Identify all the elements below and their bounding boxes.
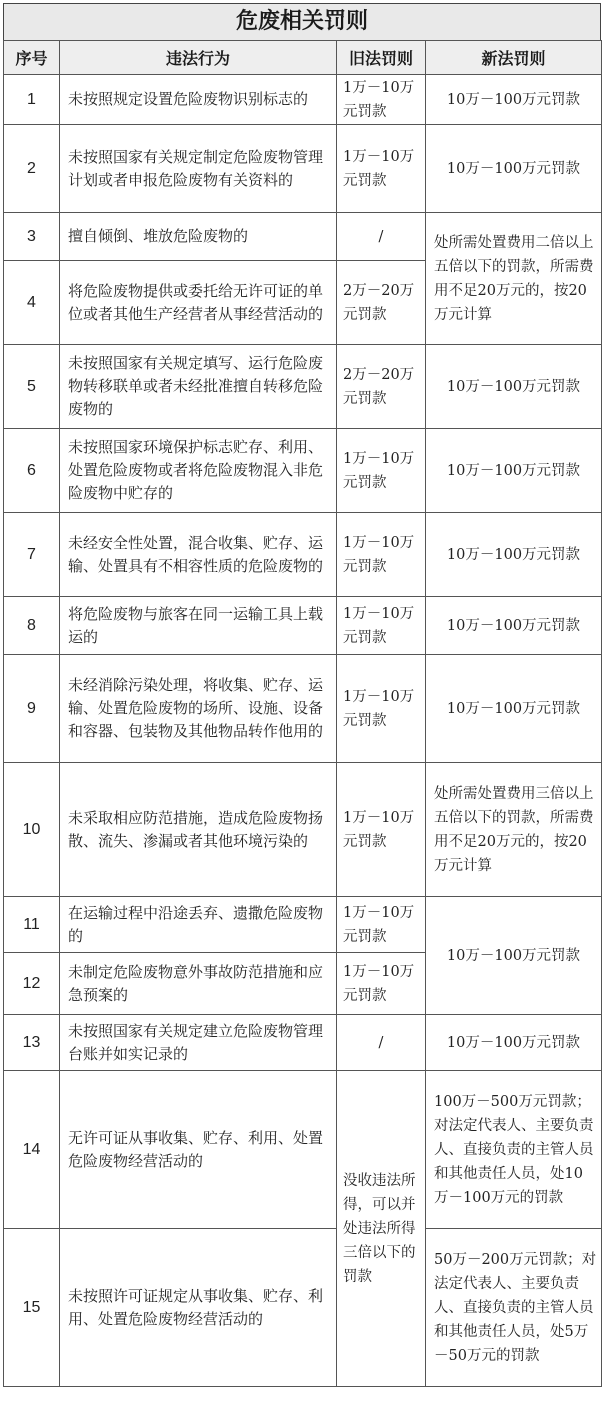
- row-new: 10万－100万元罚款: [426, 125, 602, 213]
- row-old: 2万－20万元罚款: [337, 261, 426, 345]
- table-row: [4, 213, 602, 261]
- row-act: 未采取相应防范措施，造成危险废物扬散、流失、渗漏或者其他环境污染的: [60, 763, 337, 897]
- row-act: 擅自倾倒、堆放危险废物的: [60, 213, 337, 261]
- row-no: 1: [4, 75, 60, 125]
- row-no: 2: [4, 125, 60, 213]
- row-no: 12: [4, 953, 60, 1015]
- row-act: 未按照国家有关规定建立危险废物管理台账并如实记录的: [60, 1015, 337, 1071]
- row-old: /: [337, 213, 426, 261]
- row-no: 10: [4, 763, 60, 897]
- row-old: 1万－10万元罚款: [337, 429, 426, 513]
- penalty-table: [3, 40, 602, 1387]
- merged-old-14-15: 没收违法所得，可以并处违法所得三倍以下的罚款: [337, 1071, 426, 1387]
- table-row: [4, 429, 602, 513]
- row-new: 10万－100万元罚款: [426, 75, 602, 125]
- row-no: 3: [4, 213, 60, 261]
- row-act: 未按照国家有关规定制定危险废物管理计划或者申报危险废物有关资料的: [60, 125, 337, 213]
- header-act: 违法行为: [60, 41, 337, 75]
- row-act: 在运输过程中沿途丢弃、遗撒危险废物的: [60, 897, 337, 953]
- row-no: 9: [4, 655, 60, 763]
- row-new: 100万－500万元罚款；对法定代表人、主要负责人、直接负责的主管人员和其他责任人员，处10万－100万元的罚款: [426, 1071, 602, 1229]
- table-row: [4, 597, 602, 655]
- row-no: 15: [4, 1229, 60, 1387]
- row-no: 11: [4, 897, 60, 953]
- table-title: 危废相关罚则: [3, 3, 601, 41]
- row-old: 1万－10万元罚款: [337, 655, 426, 763]
- row-no: 14: [4, 1071, 60, 1229]
- row-act: 未按照国家有关规定填写、运行危险废物转移联单或者未经批准擅自转移危险废物的: [60, 345, 337, 429]
- row-old: 1万－10万元罚款: [337, 763, 426, 897]
- row-act: 未经安全性处置，混合收集、贮存、运输、处置具有不相容性质的危险废物的: [60, 513, 337, 597]
- row-old: 1万－10万元罚款: [337, 513, 426, 597]
- row-old: /: [337, 1015, 426, 1071]
- row-new: 50万－200万元罚款；对法定代表人、主要负责人、直接负责的主管人员和其他责任人员，处5万－50万元的罚款: [426, 1229, 602, 1387]
- row-old: 2万－20万元罚款: [337, 345, 426, 429]
- row-act: 未按照国家环境保护标志贮存、利用、处置危险废物或者将危险废物混入非危险废物中贮存的: [60, 429, 337, 513]
- header-old: 旧法罚则: [337, 41, 426, 75]
- row-act: 未按照规定设置危险废物识别标志的: [60, 75, 337, 125]
- merged-new-11-12: 10万－100万元罚款: [426, 897, 602, 1015]
- merged-new-3-4: 处所需处置费用二倍以上五倍以下的罚款，所需费用不足20万元的，按20万元计算: [426, 213, 602, 345]
- row-no: 4: [4, 261, 60, 345]
- table-row: [4, 345, 602, 429]
- row-new: 10万－100万元罚款: [426, 345, 602, 429]
- row-new: 10万－100万元罚款: [426, 513, 602, 597]
- row-new: 10万－100万元罚款: [426, 429, 602, 513]
- row-old: 1万－10万元罚款: [337, 897, 426, 953]
- row-act: 无许可证从事收集、贮存、利用、处置危险废物经营活动的: [60, 1071, 337, 1229]
- row-old: 1万－10万元罚款: [337, 75, 426, 125]
- row-no: 8: [4, 597, 60, 655]
- row-act: 未制定危险废物意外事故防范措施和应急预案的: [60, 953, 337, 1015]
- table-row: [4, 1229, 602, 1387]
- row-no: 5: [4, 345, 60, 429]
- row-no: 7: [4, 513, 60, 597]
- table-row: [4, 897, 602, 953]
- table-row: [4, 763, 602, 897]
- table-row: [4, 1071, 602, 1229]
- row-act: 未经消除污染处理，将收集、贮存、运输、处置危险废物的场所、设施、设备和容器、包装物及其他物品转作他用的: [60, 655, 337, 763]
- table-row: [4, 1015, 602, 1071]
- row-new: 处所需处置费用三倍以上五倍以下的罚款，所需费用不足20万元的，按20万元计算: [426, 763, 602, 897]
- table-row: [4, 655, 602, 763]
- row-old: 1万－10万元罚款: [337, 597, 426, 655]
- header-no: 序号: [4, 41, 60, 75]
- row-no: 13: [4, 1015, 60, 1071]
- table-row: [4, 513, 602, 597]
- row-new: 10万－100万元罚款: [426, 597, 602, 655]
- row-old: 1万－10万元罚款: [337, 953, 426, 1015]
- header-row: [4, 41, 602, 75]
- row-act: 将危险废物与旅客在同一运输工具上载运的: [60, 597, 337, 655]
- row-no: 6: [4, 429, 60, 513]
- header-new: 新法罚则: [426, 41, 602, 75]
- row-act: 未按照许可证规定从事收集、贮存、利用、处置危险废物经营活动的: [60, 1229, 337, 1387]
- row-new: 10万－100万元罚款: [426, 655, 602, 763]
- table-row: [4, 75, 602, 125]
- row-act: 将危险废物提供或委托给无许可证的单位或者其他生产经营者从事经营活动的: [60, 261, 337, 345]
- row-new: 10万－100万元罚款: [426, 1015, 602, 1071]
- table-row: [4, 125, 602, 213]
- row-old: 1万－10万元罚款: [337, 125, 426, 213]
